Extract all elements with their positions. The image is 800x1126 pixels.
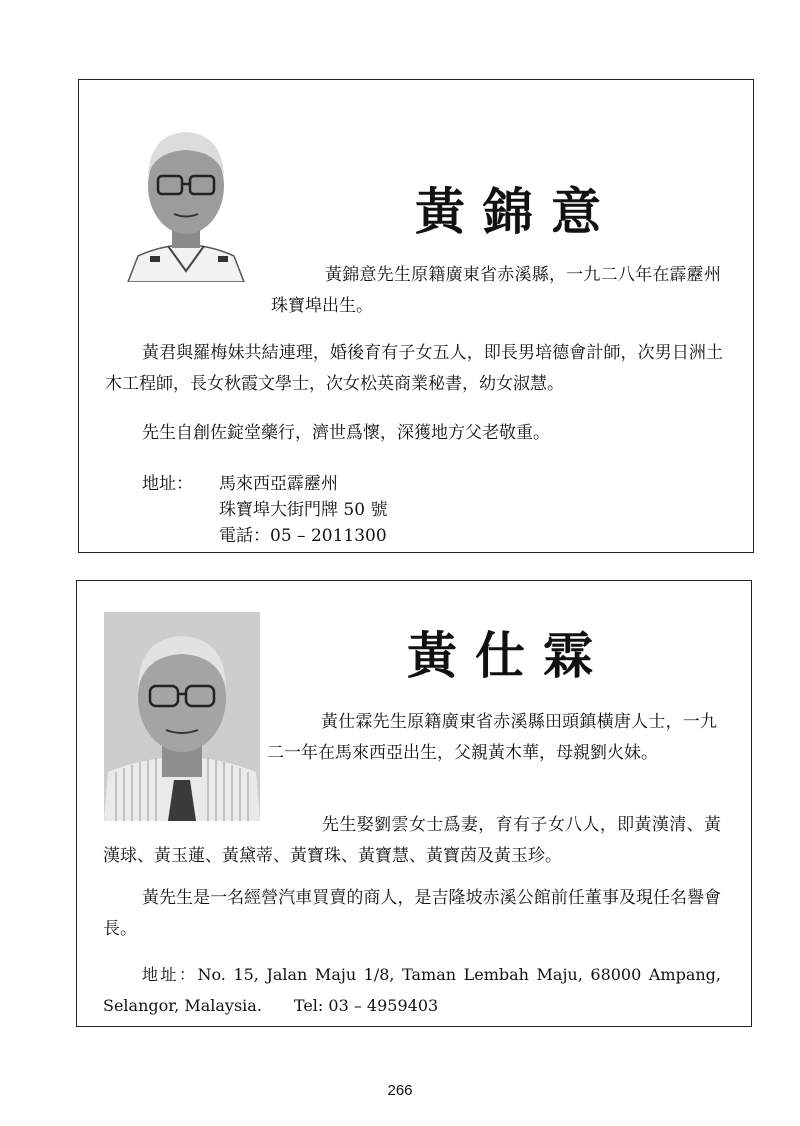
address-line: 馬來西亞霹靂州	[219, 474, 338, 494]
address-line: 珠寶埠大街門牌 50 號	[219, 500, 388, 520]
address-label: 地址：	[142, 474, 193, 494]
address-block	[219, 471, 387, 549]
biography-card-1	[78, 79, 754, 553]
phone-line: 電話：05 – 2011300	[219, 526, 387, 546]
portrait-photo-2	[104, 612, 260, 821]
biography-paragraph: 先生自創佐錠堂藥行，濟世爲懷，深獲地方父老敬重。	[142, 423, 550, 443]
biography-paragraph: 黃仕霖先生原籍廣東省赤溪縣田頭鎮橫唐人士，一九二一年在馬來西亞出生，父親黃木華，母親劉火妹。	[267, 712, 717, 763]
biography-card-2	[76, 580, 752, 1027]
biography-paragraph: 先生娶劉雲女士爲妻，育有子女八人，即黃漢清、黃漢球、黃玉蓮、黃黛蒂、黃寶珠、黃寶慧、黃寶茵及黃玉珍。	[103, 815, 721, 866]
page-number: 266	[387, 1082, 413, 1099]
address-paragraph: 地址：No. 15, Jalan Maju 1/8, Taman Lembah Maju, 68000 Ampang, Selangor, Malaysia. Tel: 03 – 4959403	[103, 965, 721, 1015]
person-name: 黃錦意	[415, 182, 619, 241]
biography-paragraph: 黃先生是一名經營汽車買賣的商人，是吉隆坡赤溪公館前任董事及現任名譽會長。	[103, 888, 721, 939]
portrait-photo-1	[108, 106, 264, 282]
person-name: 黃仕霖	[407, 626, 611, 685]
biography-paragraph: 黃錦意先生原籍廣東省赤溪縣，一九二八年在霹靂州珠寶埠出生。	[271, 265, 721, 316]
biography-paragraph: 黃君與羅梅妹共結連理，婚後育有子女五人，即長男培德會計師，次男日洲土木工程師，長女秋霞文學士，次女松英商業秘書，幼女淑慧。	[105, 343, 723, 394]
